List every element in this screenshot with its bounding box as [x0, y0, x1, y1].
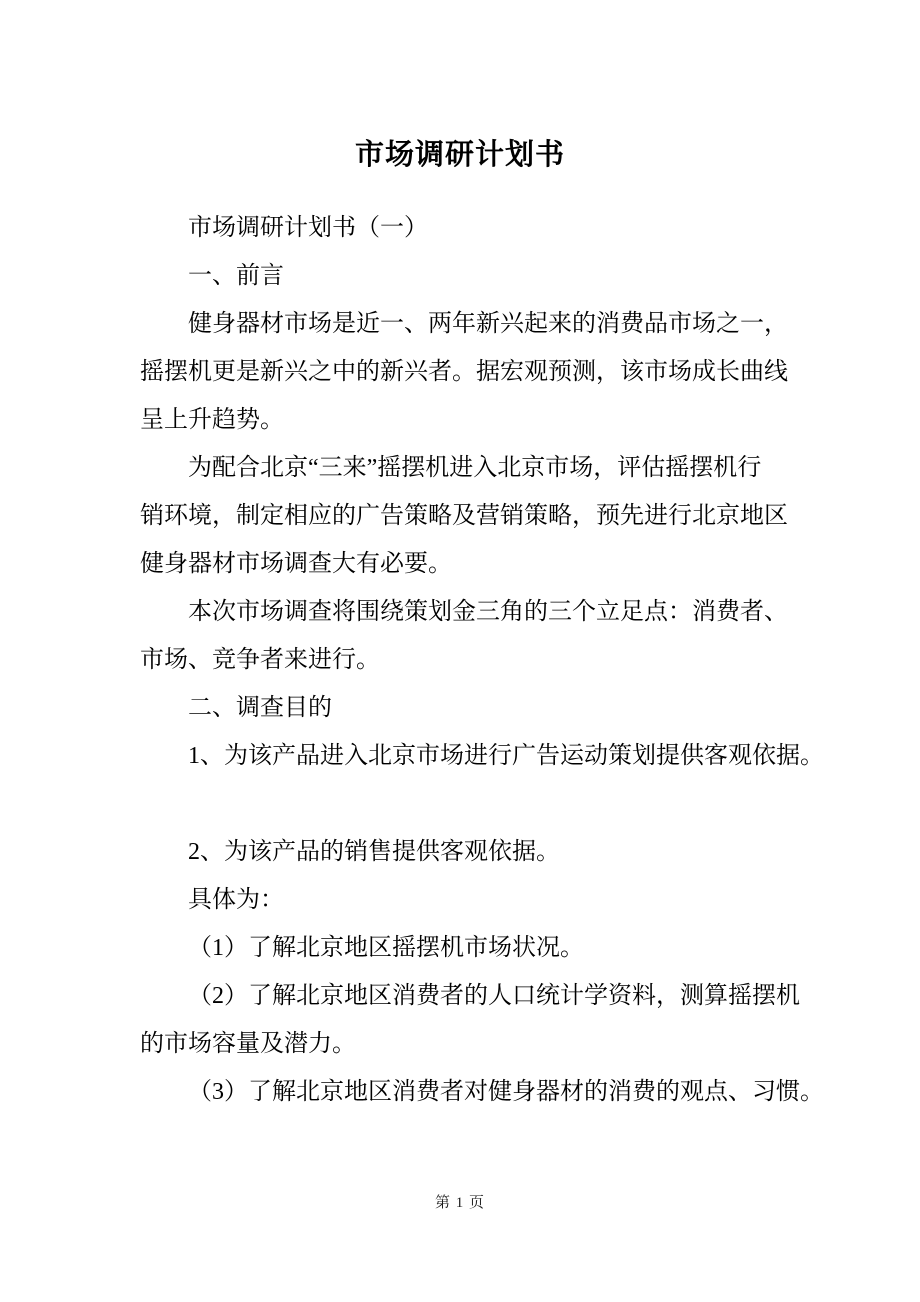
document-line: 呈上升趋势。: [140, 407, 284, 433]
document-line: （2）了解北京地区消费者的人口统计学资料，测算摇摆机: [188, 983, 800, 1009]
document-line: 的市场容量及潜力。: [140, 1031, 356, 1057]
document-line: 2、为该产品的销售提供客观依据。: [188, 839, 560, 865]
document-line: 为配合北京“三来”摇摆机进入北京市场，评估摇摆机行: [188, 455, 762, 481]
document-title: 市场调研计划书: [354, 139, 565, 171]
document-line: 1、为该产品进入北京市场进行广告运动策划提供客观依据。: [188, 743, 824, 769]
document-body: [140, 204, 824, 1116]
document-line: （1）了解北京地区摇摆机市场状况。: [188, 935, 584, 961]
document-line: 健身器材市场是近一、两年新兴起来的消费品市场之一，: [188, 311, 788, 337]
document-line: 二、调查目的: [188, 695, 332, 721]
document-line: 市场调研计划书（一）: [188, 215, 428, 241]
document-line: 销环境，制定相应的广告策略及营销策略，预先进行北京地区: [140, 503, 788, 529]
document-line: 本次市场调查将围绕策划金三角的三个立足点：消费者、: [188, 599, 788, 625]
document-line: （3）了解北京地区消费者对健身器材的消费的观点、习惯。: [188, 1079, 824, 1105]
document-line: 一、前言: [188, 263, 284, 289]
document-line: 健身器材市场调查大有必要。: [140, 551, 452, 577]
document-line: 市场、竞争者来进行。: [140, 647, 380, 673]
document-line: 摇摆机更是新兴之中的新兴者。据宏观预测，该市场成长曲线: [140, 359, 788, 385]
document-line: [140, 780, 780, 828]
page-number-footer: 第 1 页: [434, 1195, 485, 1211]
document-line: 具体为：: [188, 887, 284, 913]
